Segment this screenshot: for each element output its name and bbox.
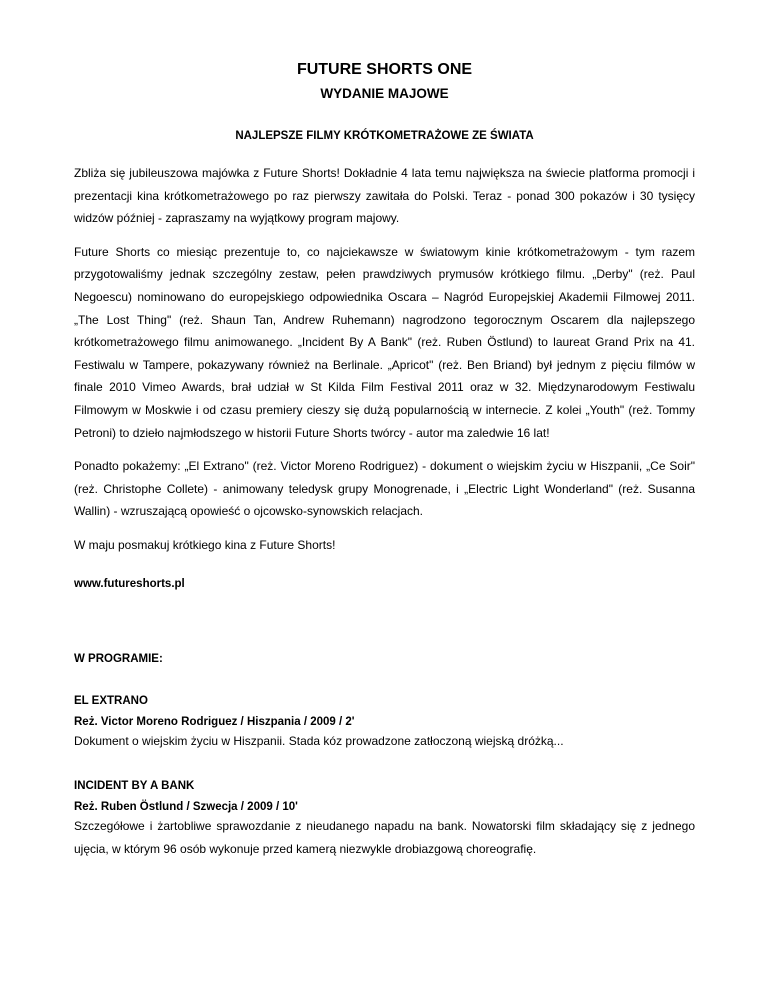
intro-paragraph: Zbliża się jubileuszowa majówka z Future Shorts! Dokładnie 4 lata temu największa na świecie platforma promocji i prezentacji kina krótkometrażowego po raz pierwszy zawitała do Polski. Teraz - ponad 300 pokazów i 30 tysięcy widzów później - zapraszamy na wyjątkowy program majowy. — [74, 166, 695, 226]
document-page — [74, 60, 695, 860]
film-title: INCIDENT BY A BANK — [74, 780, 195, 793]
closing-paragraph: W maju posmakuj krótkiego kina z Future Shorts! — [74, 537, 336, 552]
film-entry — [74, 693, 695, 753]
film-description: Dokument o wiejskim życiu w Hiszpanii. Stada kóz prowadzone zatłoczoną wiejską dróżką... — [74, 733, 564, 748]
section-heading: NAJLEPSZE FILMY KRÓTKOMETRAŻOWE ZE ŚWIATA — [235, 130, 534, 142]
description-paragraph: Future Shorts co miesiąc prezentuje to, co najciekawsze w światowym kinie krótkometrażowym - tym razem przygotowaliśmy jednak szczególny zestaw, pełen prawdziwych prymusów krótkiego filmu. „Derby" (reż. Paul Negoescu) nominowano do europejskiego odpowiednika Oscara – Nagród Europejskiej Akademii Filmowej 2011. „The Lost Thing" (reż. Shaun Tan, Andrew Ruhemann) nagrodzono tegorocznym Oscarem dla najlepszego krótkometrażowego filmu animowanego. „Incident By A Bank" (reż. Ruben Östlund) to laureat Grand Prix na 41. Festiwalu w Tampere, pokazywany również na Berlinale. „Apricot" (reż. Ben Briand) był jednym z pięciu filmów w finale 2010 Vimeo Awards, brał udział w St Kilda Film Festival 2011 oraz w 32. Międzynarodowym Festiwalu Filmowym w Moskwie i od czasu premiery cieszy się dużą popularnością w internecie. Z kolei „Youth" (reż. Tommy Petroni) to dzieło najmłodszego w historii Future Shorts twórcy - autor ma zaledwie 16 lat! — [74, 244, 695, 440]
website-link[interactable]: www.futureshorts.pl — [74, 577, 185, 590]
film-meta: Reż. Victor Moreno Rodriguez / Hiszpania / 2009 / 2' — [74, 715, 355, 728]
film-meta: Reż. Ruben Östlund / Szwecja / 2009 / 10' — [74, 801, 298, 814]
film-description: Szczegółowe i żartobliwe sprawozdanie z nieudanego napadu na bank. Nowatorski film składający się z jednego ujęcia, w którym 96 osób wykonuje przed kamerą niezwykle drobiazgową choreografię. — [74, 819, 695, 856]
film-title: EL EXTRANO — [74, 694, 148, 707]
additional-films-paragraph: Ponadto pokażemy: „El Extrano" (reż. Victor Moreno Rodriguez) - dokument o wiejskim życiu w Hiszpanii, „Ce Soir" (reż. Christophe Collete) - animowany teledysk grupy Monogrenade, i „Electric Light Wonderland" (reż. Susanna Wallin) - wzruszającą opowieść o ojcowsko-synowskich relacjach. — [74, 459, 695, 519]
film-entry — [74, 778, 695, 860]
document-subtitle: WYDANIE MAJOWE — [320, 86, 449, 101]
document-title: FUTURE SHORTS ONE — [296, 61, 473, 78]
program-heading: W PROGRAMIE: — [74, 652, 163, 665]
